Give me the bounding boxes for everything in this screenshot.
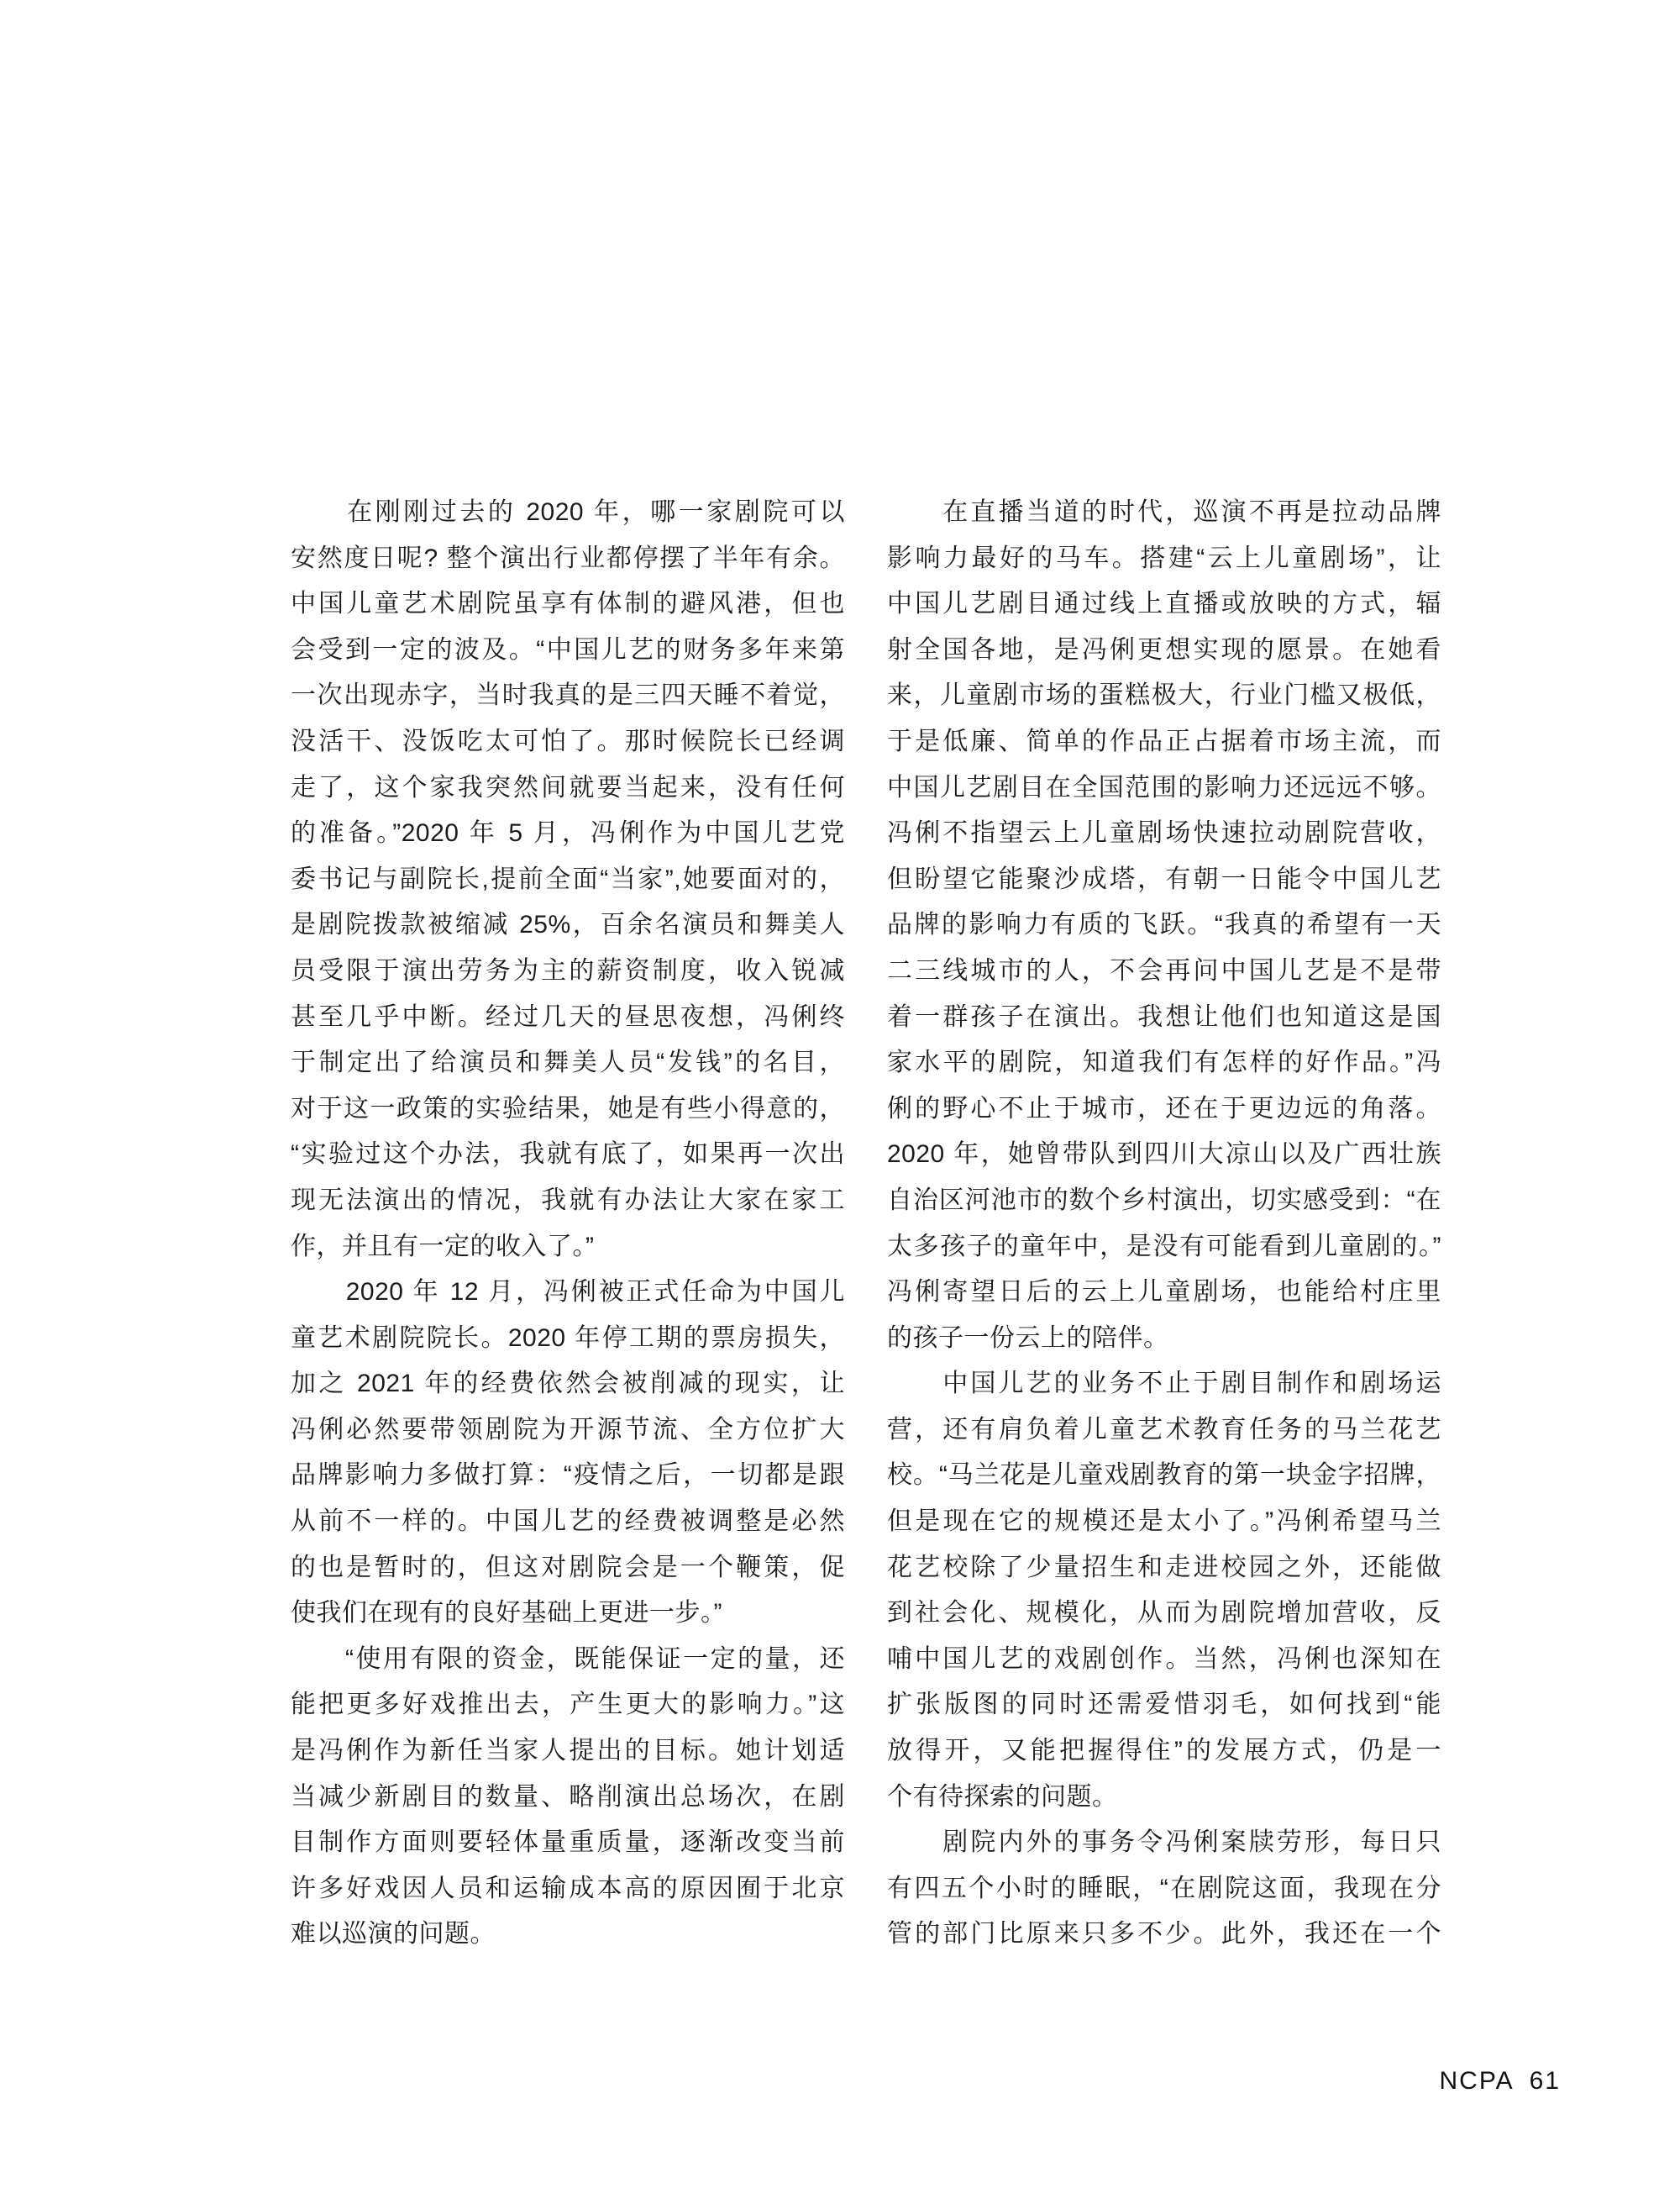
text-line: 员受限于演出劳务为主的薪资制度，收入锐减 [291,956,845,985]
text-line: 影响力最好的马车。搭建“云上儿童剧场”，让 [887,544,1441,572]
text-line: 的孩子一份云上的陪伴。 [887,1323,1169,1352]
text-line: 现无法演出的情况，我就有办法让大家在家工 [291,1186,845,1214]
text-line: 剧院内外的事务令冯俐案牍劳形，每日只 [887,1828,1441,1857]
text-line: 于制定出了给演员和舞美人员“发钱”的名目， [291,1049,845,1077]
article-body [291,490,1441,1958]
text-line: 冯俐必然要带领剧院为开源节流、全方位扩大 [291,1415,845,1444]
text-line: 在直播当道的时代，巡演不再是拉动品牌 [887,498,1441,526]
text-line: 是剧院拨款被缩减 25%，百余名演员和舞美人 [291,911,845,939]
text-line: 甚至几乎中断。经过几天的昼思夜想，冯俐终 [291,1002,845,1031]
text-line: 中国儿艺的业务不止于剧目制作和剧场运 [887,1370,1441,1398]
text-line: 的也是暂时的，但这对剧院会是一个鞭策，促 [291,1553,845,1581]
text-line: 校。“马兰花是儿童戏剧教育的第一块金字招牌， [887,1461,1441,1490]
text-line: 是冯俐作为新任当家人提出的目标。她计划适 [291,1737,845,1765]
text-line: 来，儿童剧市场的蛋糕极大，行业门槛又极低， [887,681,1441,710]
text-line: 太多孩子的童年中，是没有可能看到儿童剧的。” [887,1232,1441,1260]
article-column-right [887,490,1441,1958]
text-line: 自治区河池市的数个乡村演出，切实感受到：“在 [887,1186,1441,1214]
text-line: 放得开，又能把握得住”的发展方式，仍是一 [887,1737,1441,1765]
text-line: 2020 年 12 月，冯俐被正式任命为中国儿 [291,1278,845,1307]
text-line: 俐的野心不止于城市，还在于更边远的角落。 [887,1094,1441,1123]
text-line: 扩张版图的同时还需爱惜羽毛，如何找到“能 [887,1691,1441,1719]
text-line: 难以巡演的问题。 [291,1920,496,1949]
page-footer [1440,2067,1562,2096]
page-number: 61 [1529,2067,1561,2095]
text-line: 在刚刚过去的 2020 年，哪一家剧院可以 [291,498,845,526]
text-line: 中国儿童艺术剧院虽享有体制的避风港，但也 [291,590,845,618]
text-line: 委书记与副院长,提前全面“当家”,她要面对的， [291,865,845,893]
text-line: 家水平的剧院，知道我们有怎样的好作品。”冯 [887,1049,1441,1077]
journal-brand: NCPA [1439,2067,1515,2095]
text-line: 但盼望它能聚沙成塔，有朝一日能令中国儿艺 [887,865,1441,893]
text-line: “实验过这个办法，我就有底了，如果再一次出 [291,1140,845,1169]
text-line: 花艺校除了少量招生和走进校园之外，还能做 [887,1553,1441,1581]
text-line: 目制作方面则要轻体量重质量，逐渐改变当前 [291,1828,845,1857]
text-line: 冯俐寄望日后的云上儿童剧场，也能给村庄里 [887,1278,1441,1307]
text-line: 营，还有肩负着儿童艺术教育任务的马兰花艺 [887,1415,1441,1444]
text-line: 会受到一定的波及。“中国儿艺的财务多年来第 [291,635,845,664]
text-line: 着一群孩子在演出。我想让他们也知道这是国 [887,1002,1441,1031]
text-line: 中国儿艺剧目通过线上直播或放映的方式，辐 [887,590,1441,618]
text-line: 能把更多好戏推出去，产生更大的影响力。”这 [291,1691,845,1719]
text-line: “使用有限的资金，既能保证一定的量，还 [291,1644,845,1673]
text-line: 从前不一样的。中国儿艺的经费被调整是必然 [291,1507,845,1536]
text-line: 但是现在它的规模还是太小了。”冯俐希望马兰 [887,1507,1441,1536]
text-line: 有四五个小时的睡眠，“在剧院这面，我现在分 [887,1874,1441,1902]
text-line: 的准备。”2020 年 5 月，冯俐作为中国儿艺党 [291,819,845,848]
text-line: 个有待探索的问题。 [887,1782,1118,1811]
text-line: 加之 2021 年的经费依然会被削减的现实，让 [291,1370,845,1398]
text-line: 对于这一政策的实验结果，她是有些小得意的， [291,1094,845,1123]
text-line: 当减少新剧目的数量、略削演出总场次，在剧 [291,1782,845,1811]
text-line: 品牌影响力多做打算：“疫情之后，一切都是跟 [291,1461,845,1490]
text-line: 管的部门比原来只多不少。此外，我还在一个 [887,1920,1441,1949]
text-line: 哺中国儿艺的戏剧创作。当然，冯俐也深知在 [887,1644,1441,1673]
text-line: 二三线城市的人，不会再问中国儿艺是不是带 [887,956,1441,985]
text-line: 作，并且有一定的收入了。” [291,1232,595,1260]
article-column-left [291,490,845,1958]
text-line: 射全国各地，是冯俐更想实现的愿景。在她看 [887,635,1441,664]
text-line: 品牌的影响力有质的飞跃。“我真的希望有一天 [887,911,1441,939]
text-line: 走了，这个家我突然间就要当起来，没有任何 [291,773,845,802]
text-line: 2020 年，她曾带队到四川大凉山以及广西壮族 [887,1140,1441,1169]
text-line: 安然度日呢? 整个演出行业都停摆了半年有余。 [291,544,845,572]
text-line: 中国儿艺剧目在全国范围的影响力还远远不够。 [887,773,1441,802]
text-line: 到社会化、规模化，从而为剧院增加营收，反 [887,1599,1441,1628]
text-line: 没活干、没饭吃太可怕了。那时候院长已经调 [291,727,845,755]
text-line: 童艺术剧院院长。2020 年停工期的票房损失， [291,1323,845,1352]
text-line: 使我们在现有的良好基础上更进一步。” [291,1599,722,1628]
text-line: 许多好戏因人员和运输成本高的原因囿于北京 [291,1874,845,1902]
text-line: 一次出现赤字，当时我真的是三四天睡不着觉， [291,681,845,710]
text-line: 于是低廉、简单的作品正占据着市场主流，而 [887,727,1441,755]
text-line: 冯俐不指望云上儿童剧场快速拉动剧院营收， [887,819,1441,848]
